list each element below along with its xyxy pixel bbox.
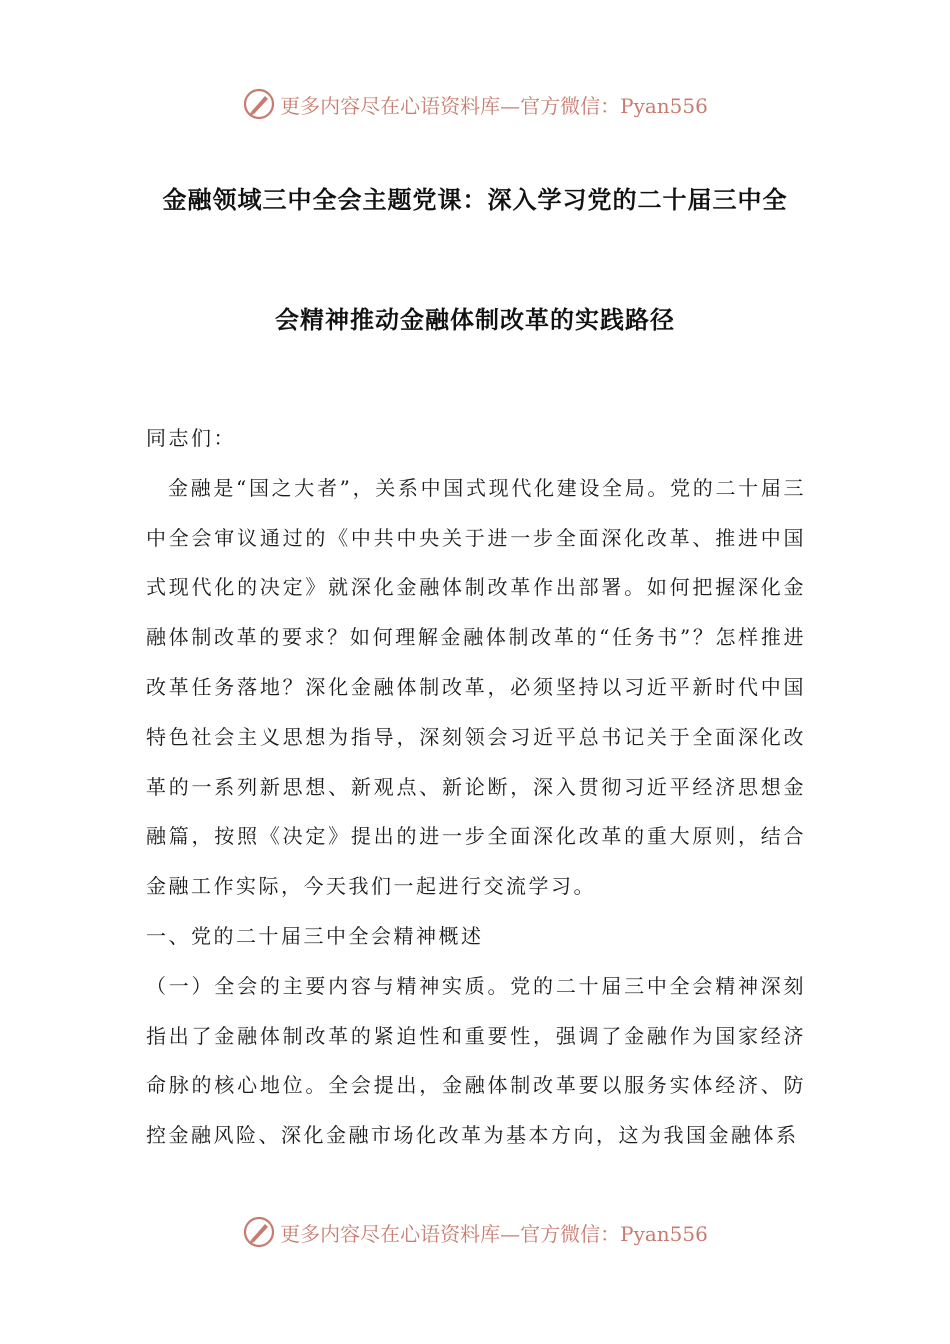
document-title-line-1: 金融领域三中全会主题党课：深入学习党的二十届三中全	[162, 186, 788, 214]
paragraph-section-1-1: （一）全会的主要内容与精神实质。党的二十届三中全会精神深刻指出了金融体制改革的紧迫性和重要性，强调了金融作为国家经济命脉的核心地位。全会提出，金融体制改革要以服务实体经济、防控金融风险、深化金融市场化改革为基本方向，这为我国金融体系	[146, 973, 806, 1148]
pen-logo-icon	[242, 87, 276, 121]
paragraph-intro: 金融是“国之大者”，关系中国式现代化建设全局。党的二十届三中全会审议通过的《中共中央关于进一步全面深化改革、推进中国式现代化的决定》就深化金融体制改革作出部署。如何把握深化金融体制改革的要求？如何理解金融体制改革的“任务书”？怎样推进改革任务落地？深化金融体制改革，必须坚持以习近平新时代中国特色社会主义思想为指导，深刻领会习近平总书记关于全面深化改革的一系列新思想、新观点、新论断，深入贯彻习近平经济思想金融篇，按照《决定》提出的进一步全面深化改革的重大原则，结合金融工作实际，今天我们一起进行交流学习。	[146, 475, 806, 899]
watermark-text: 更多内容尽在心语资料库—官方微信：Pyan556	[280, 93, 708, 118]
document-title-line-2: 会精神推动金融体制改革的实践路径	[275, 306, 675, 334]
section-heading-1: 一、党的二十届三中全会精神概述	[146, 923, 484, 948]
document-body	[146, 414, 806, 1161]
header-watermark-banner	[0, 84, 950, 124]
greeting: 同志们：	[146, 426, 236, 450]
footer-watermark-banner	[0, 1212, 950, 1252]
watermark-text: 更多内容尽在心语资料库—官方微信：Pyan556	[280, 1221, 708, 1246]
pen-logo-icon	[242, 1215, 276, 1249]
